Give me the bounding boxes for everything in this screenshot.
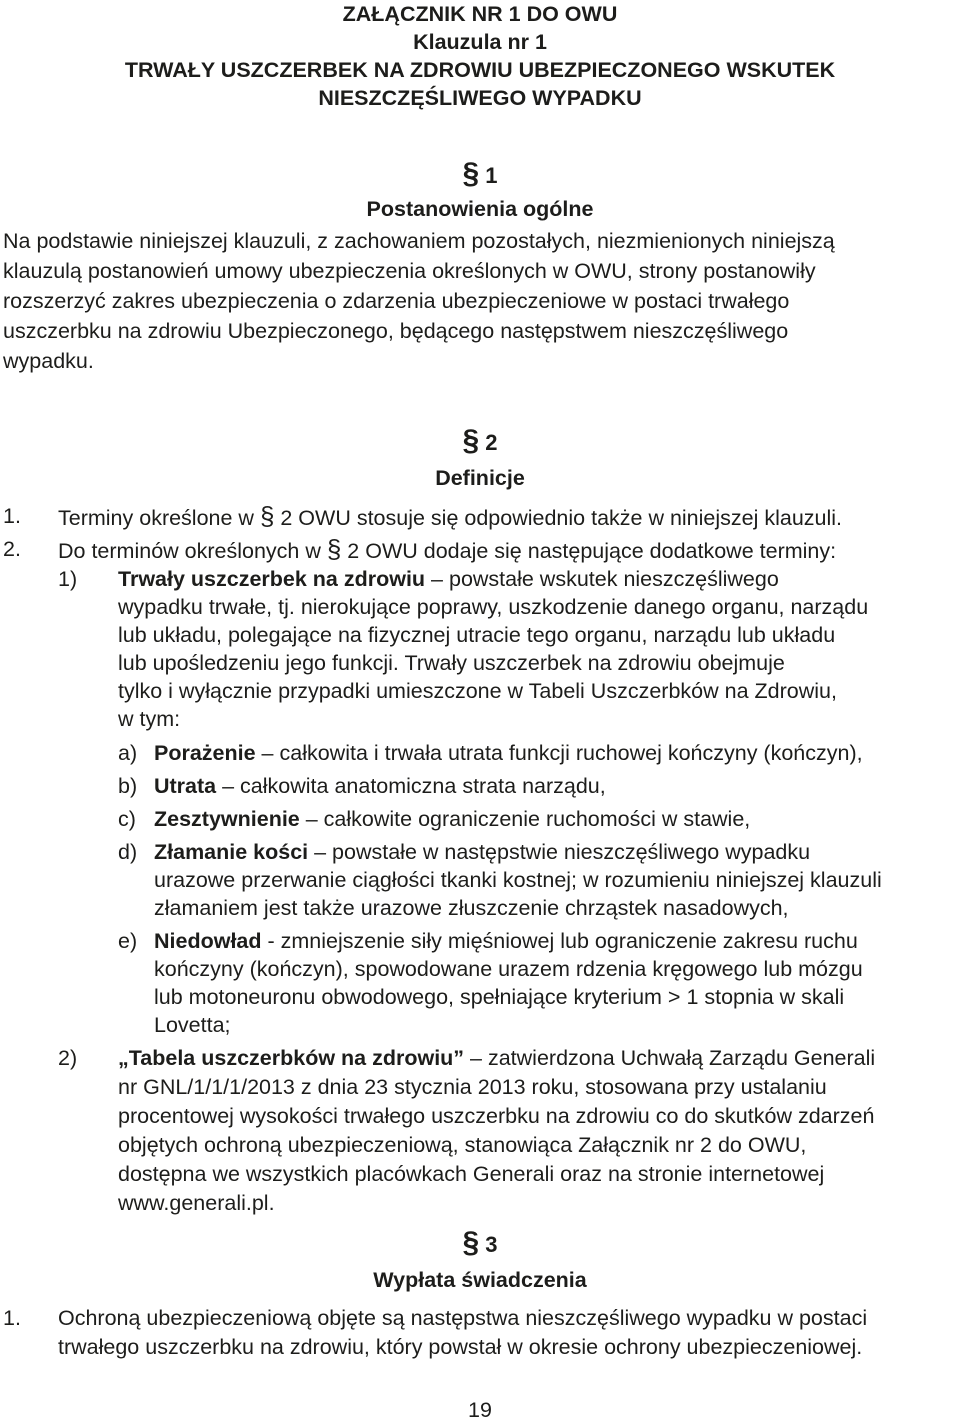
definition-line: lub układu, polegające na fizycznej utracie tego organu, narządu lub układu xyxy=(118,623,836,647)
definition-line: nr GNL/1/1/1/2013 z dnia 23 stycznia 2013 roku, stosowana przy ustalaniu xyxy=(118,1075,827,1099)
definition-line: dostępna we wszystkich placówkach Generali oraz na stronie internetowej xyxy=(118,1162,825,1186)
list-number: 1. xyxy=(3,1306,21,1330)
subitem-line: urazowe przerwanie ciągłości tkanki kostnej; w rozumieniu niniejszej klauzuli xyxy=(154,868,882,892)
section-mark: § xyxy=(326,534,342,564)
section-1-title: Postanowienia ogólne xyxy=(366,197,594,221)
subitem-term: Porażenie xyxy=(154,741,256,765)
definition-line: procentowej wysokości trwałego uszczerbku na zdrowiu co do skutków zdarzeń xyxy=(118,1104,875,1128)
list-number: 2. xyxy=(3,537,21,561)
list-item-line: Ochroną ubezpieczeniową objęte są następstwa nieszczęśliwego wypadku w postaci xyxy=(58,1306,868,1330)
subitem-term: Złamanie kości xyxy=(154,840,309,864)
definition-term: Trwały uszczerbek na zdrowiu xyxy=(118,567,426,591)
subitem-line: kończyny (kończyn), spowodowane urazem rdzenia kręgowego lub mózgu xyxy=(154,957,863,981)
paragraph-line: klauzulą postanowień umowy ubezpieczenia określonych w OWU, strony postanowiły xyxy=(3,259,816,283)
page-number: 19 xyxy=(468,1398,492,1422)
subitem-term: Utrata xyxy=(154,774,217,798)
subitem-letter: c) xyxy=(118,807,136,831)
paragraph-line: wypadku. xyxy=(3,349,94,373)
list-number: 1. xyxy=(3,504,21,528)
subitem-letter: b) xyxy=(118,774,138,798)
paragraph-line: Na podstawie niniejszej klauzuli, z zachowaniem pozostałych, niezmienionych niniejszą xyxy=(3,229,835,253)
section-mark: § xyxy=(259,501,275,531)
paragraph-line: uszczerbku na zdrowiu Ubezpieczonego, będącego następstwem nieszczęśliwego xyxy=(3,319,789,343)
paragraph-line: rozszerzyć zakres ubezpieczenia o zdarzenia ubezpieczeniowe w postaci trwałego xyxy=(3,289,790,313)
definition-first-line: Trwały uszczerbek na zdrowiu – powstałe wskutek nieszczęśliwego xyxy=(118,567,779,591)
list-item-text: Terminy określone w § 2 OWU stosuje się odpowiednio także w niniejszej klauzuli. xyxy=(58,501,843,531)
subitem-line: Lovetta; xyxy=(154,1013,231,1037)
section-mark: § xyxy=(462,157,480,190)
section-1-heading xyxy=(0,159,960,190)
definition-number: 1) xyxy=(58,567,78,591)
section-mark: § xyxy=(462,1226,480,1259)
definition-line: tylko i wyłącznie przypadki umieszczone w Tabeli Uszczerbków na Zdrowiu, xyxy=(118,679,837,703)
section-number: 1 xyxy=(485,163,498,188)
header-line-1: ZAŁĄCZNIK NR 1 DO OWU xyxy=(342,2,618,26)
subitem-term: Zesztywnienie xyxy=(154,807,300,831)
subitem-text: Porażenie – całkowita i trwała utrata funkcji ruchowej kończyny (kończyn), xyxy=(154,741,863,765)
subitem-line: lub motoneuronu obwodowego, spełniające kryterium > 1 stopnia w skali xyxy=(154,985,845,1009)
subitem-line: złamaniem jest także urazowe złuszczenie chrząstek nasadowych, xyxy=(154,896,789,920)
section-number: 2 xyxy=(485,430,498,455)
section-2-title: Definicje xyxy=(435,466,525,490)
section-3-heading xyxy=(0,1228,960,1259)
definition-term: „Tabela uszczerbków na zdrowiu” xyxy=(118,1046,465,1070)
subitem-letter: d) xyxy=(118,840,138,864)
definition-number: 2) xyxy=(58,1046,78,1070)
subitem-letter: e) xyxy=(118,929,138,953)
definition-line: w tym: xyxy=(118,707,181,731)
list-item-text: Do terminów określonych w § 2 OWU dodaje się następujące dodatkowe terminy: xyxy=(58,534,837,564)
subitem-letter: a) xyxy=(118,741,138,765)
header-line-3: TRWAŁY USZCZERBEK NA ZDROWIU UBEZPIECZONEGO WSKUTEK xyxy=(124,58,836,82)
subitem-term: Niedowład xyxy=(154,929,262,953)
header-line-4: NIESZCZĘŚLIWEGO WYPADKU xyxy=(318,86,642,110)
list-item-line: trwałego uszczerbku na zdrowiu, który powstał w okresie ochrony ubezpieczeniowej. xyxy=(58,1335,863,1359)
definition-line: wypadku trwałe, tj. nierokujące poprawy, uszkodzenie danego organu, narządu xyxy=(118,595,869,619)
section-number: 3 xyxy=(485,1232,498,1257)
subitem-text: Utrata – całkowita anatomiczna strata narządu, xyxy=(154,774,606,798)
section-mark: § xyxy=(462,424,480,457)
subitem-text: Niedowład - zmniejszenie siły mięśniowej lub ograniczenie zakresu ruchu xyxy=(154,929,858,953)
definition-line: objętych ochroną ubezpieczeniową, stanowiąca Załącznik nr 2 do OWU, xyxy=(118,1133,807,1157)
section-2-heading xyxy=(0,426,960,457)
definition-line: www.generali.pl. xyxy=(118,1191,275,1215)
header-line-2: Klauzula nr 1 xyxy=(413,30,547,54)
subitem-text: Zesztywnienie – całkowite ograniczenie ruchomości w stawie, xyxy=(154,807,751,831)
section-3-title: Wypłata świadczenia xyxy=(373,1268,587,1292)
subitem-text: Złamanie kości – powstałe w następstwie nieszczęśliwego wypadku xyxy=(154,840,811,864)
definition-first-line: „Tabela uszczerbków na zdrowiu” – zatwierdzona Uchwałą Zarządu Generali xyxy=(118,1046,876,1070)
definition-line: lub upośledzeniu jego funkcji. Trwały uszczerbek na zdrowiu obejmuje xyxy=(118,651,785,675)
